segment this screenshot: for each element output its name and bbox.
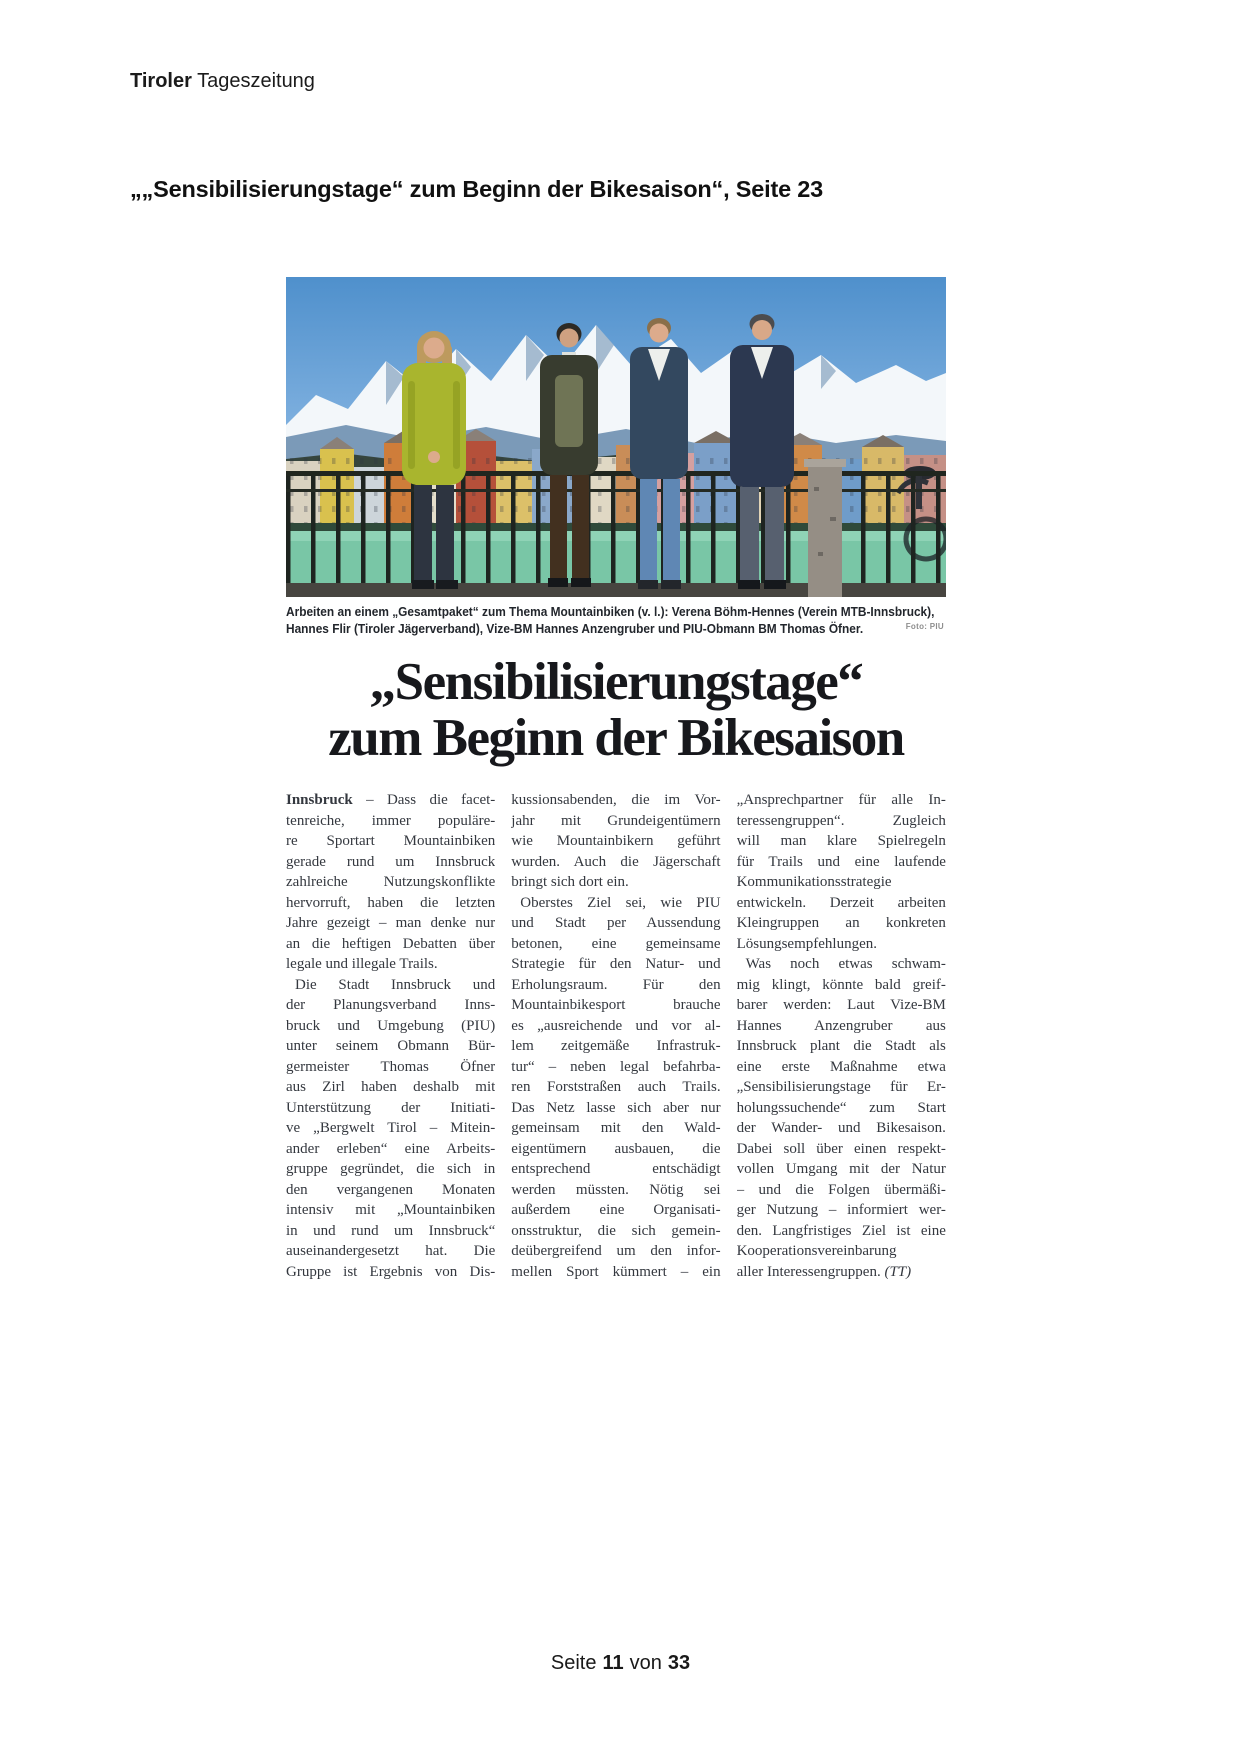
article-line: wie Mountainbikern geführt — [511, 833, 721, 849]
article-line: wurden. Auch die Jägerschaft — [511, 853, 721, 870]
article-line: Das Netz lasse sich aber nur — [511, 1099, 721, 1116]
photo-caption-line1: Arbeiten an einem „Gesamtpaket“ zum Thema Mountainbiken (v. l.): Verena Böhm-Hennes (Verein MTB-Innsbruck), — [286, 605, 935, 619]
article-line: Strategie für den Natur- und — [511, 956, 721, 972]
article-line: germeister Thomas Öfner — [286, 1058, 496, 1075]
article-line: vollen Umgang mit der Natur — [736, 1161, 946, 1177]
article-line: außerdem eine Organisati- — [511, 1202, 721, 1218]
article-line: eine erste Maßnahme etwa — [736, 1058, 946, 1075]
article-line: Die Stadt Innsbruck und — [295, 976, 496, 993]
footer-page-label: Seite — [550, 1652, 597, 1674]
article-line: betonen, eine gemeinsame — [511, 935, 721, 952]
article-line: will man klare Spielregeln — [736, 833, 946, 849]
photo-walkway — [286, 583, 946, 597]
article-line: auseinandergesetzt hat. Die — [286, 1243, 496, 1259]
article-reference-title: „„Sensibilisierungstage“ zum Beginn der Bikesaison“, Seite 23 — [130, 176, 824, 202]
photo-caption-line2: Hannes Flir (Tiroler Jägerverband), Vize-BM Hannes Anzengruber und PIU-Obmann BM Thomas Öfner. — [286, 622, 864, 636]
publication-name — [130, 70, 315, 93]
article-line: zahlreiche Nutzungskonflikte — [286, 874, 496, 890]
article-line: barer werden: Laut Vize-BM — [736, 997, 946, 1013]
article-line: bringt sich dort ein. — [511, 874, 629, 890]
article-line: ve „Bergwelt Tirol – Mitein- — [286, 1120, 496, 1136]
article-line: lem zeitgemäße Infrastruk- — [511, 1038, 721, 1054]
article-line: bruck und Umgebung (PIU) — [286, 1017, 496, 1034]
publication-name-bold: Tiroler — [130, 70, 192, 92]
article-line: legale und illegale Trails. — [286, 956, 438, 972]
article-line: der Wander- und Bikesaison. — [736, 1120, 946, 1136]
footer-page-total: 33 — [667, 1652, 691, 1674]
article-line: holungssuchende“ zum Start — [736, 1099, 946, 1116]
article-line: den. Langfristiges Ziel ist eine — [736, 1222, 946, 1239]
article-line: Kommunikationsstrategie — [736, 874, 892, 890]
article-body — [286, 790, 946, 1282]
article-line: intensiv mit „Mountainbiken — [286, 1202, 496, 1218]
article-headline-line2: zum Beginn der Bikesaison — [328, 709, 904, 767]
article-line: Kleingruppen an konkreten — [736, 915, 946, 931]
article-line: für Trails und eine laufende — [736, 853, 946, 870]
article-line: Innsbruck plant die Stadt als — [736, 1038, 946, 1054]
article-line: der Planungsverband Inns- — [286, 997, 496, 1013]
article-headline-line1: „Sensibilisierungstage“ — [369, 653, 863, 711]
article-line: unter seinem Obmann Bür- — [286, 1038, 496, 1054]
article-line: deübergreifend um den infor- — [511, 1243, 721, 1259]
article-column-3 — [737, 790, 946, 1282]
article-line: aller Interessengruppen. (TT) — [736, 1263, 912, 1280]
photo-credit: Foto: PIU — [905, 622, 944, 631]
article-line: jahr mit Grundeigentümern — [511, 812, 721, 829]
article-line: mellen Sport kümmert – ein — [511, 1263, 721, 1280]
article-line: „Sensibilisierungstage für Er- — [736, 1079, 946, 1095]
article-line: – und die Folgen übermäßi- — [736, 1181, 946, 1198]
article-line: Lösungsempfehlungen. — [736, 935, 877, 952]
photo-stone-pillar — [804, 459, 846, 597]
publication-name-rest: Tageszeitung — [191, 70, 315, 92]
article-line: tur“ – neben legal befahrba- — [511, 1058, 721, 1075]
article-line: gerade rund um Innsbruck — [286, 853, 496, 870]
article-line: eigentümern ausbauen, die — [511, 1140, 721, 1157]
article-line: Gruppe ist Ergebnis von Dis- — [286, 1263, 496, 1280]
article-line: onsstruktur, die sich gemein- — [511, 1222, 721, 1239]
article-line: Jahre gezeigt – man denke nur — [286, 915, 496, 931]
article-line: und Stadt per Aussendung — [511, 915, 721, 931]
article-line: aus Zirl haben deshalb mit — [286, 1079, 496, 1095]
page-footer — [0, 1652, 1241, 1675]
article-line: entwickeln. Derzeit arbeiten — [736, 894, 946, 911]
article-line: re Sportart Mountainbiken — [286, 833, 496, 849]
article-line: tenreiche, immer populäre- — [286, 812, 496, 829]
article-line: gemeinsam mit den Wald- — [511, 1120, 721, 1136]
photo-railing — [286, 471, 946, 583]
article-line: es „ausreichende und vor al- — [511, 1017, 721, 1034]
article-line: Erholungsraum. Für den — [511, 976, 721, 993]
article-line: hervorruft, haben die letzten — [286, 894, 496, 911]
article-line: Innsbruck – Dass die facet- — [286, 792, 496, 808]
article-headline — [286, 654, 946, 766]
photo-caption — [286, 604, 946, 638]
article-line: Unterstützung der Initiati- — [286, 1099, 496, 1116]
footer-page-of: von — [629, 1652, 662, 1674]
article-line: teressengruppen“. Zugleich — [736, 812, 946, 829]
article-line: den vergangenen Monaten — [286, 1181, 496, 1198]
article-line: entsprechend entschädigt — [511, 1161, 721, 1177]
footer-page-current: 11 — [602, 1652, 624, 1674]
article-line: in und rund um Innsbruck“ — [286, 1222, 496, 1239]
article-line: ren Forststraßen auch Trails. — [511, 1079, 721, 1095]
article-line: Oberstes Ziel sei, wie PIU — [520, 894, 721, 911]
article-line: Hannes Anzengruber aus — [736, 1017, 946, 1034]
article-line: werden müssten. Nötig sei — [511, 1181, 721, 1198]
article-line: Was noch etwas schwam- — [745, 956, 946, 972]
article-line: Mountainbikesport brauche — [511, 997, 721, 1013]
article-line: kussionsabenden, die im Vor- — [511, 792, 721, 808]
article-line: mig klingt, könnte bald greif- — [736, 976, 946, 993]
article-column-2 — [511, 790, 720, 1282]
newspaper-clipping — [286, 277, 946, 1282]
article-photo — [286, 277, 946, 597]
article-line: gruppe gegründet, die sich in — [286, 1161, 496, 1177]
article-line: Dabei soll über einen respekt- — [736, 1140, 946, 1157]
article-line: ger Nutzung – informiert wer- — [736, 1202, 946, 1218]
article-line: an die heftigen Debatten über — [286, 935, 496, 952]
article-line: Kooperationsvereinbarung — [736, 1243, 897, 1259]
article-line: „Ansprechpartner für alle In- — [736, 792, 946, 808]
article-column-1 — [286, 790, 495, 1282]
article-line: ander erleben“ eine Arbeits- — [286, 1140, 496, 1157]
